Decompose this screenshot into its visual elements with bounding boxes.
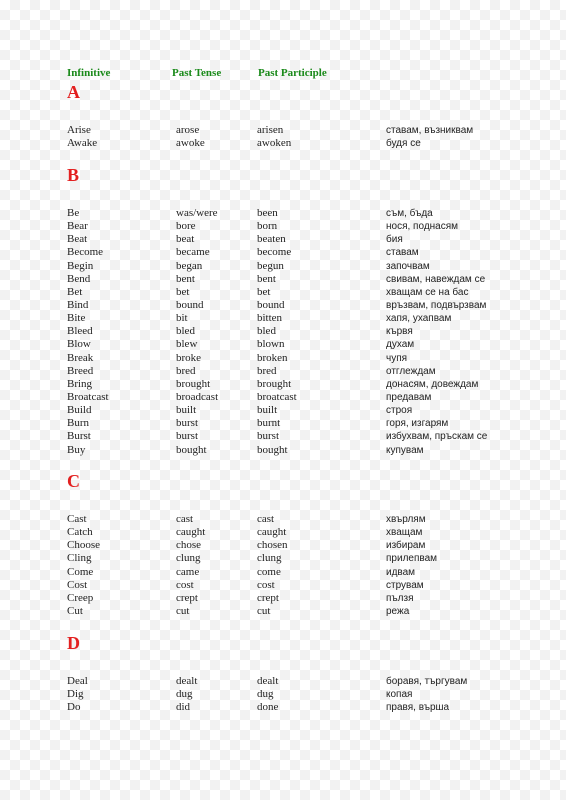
translation-cell: будя се bbox=[386, 138, 421, 150]
translation-cell: купувам bbox=[386, 444, 424, 456]
translation-cell: отглеждам bbox=[386, 365, 436, 377]
table-row bbox=[0, 688, 566, 701]
table-row bbox=[0, 365, 566, 378]
past-tense-cell: bet bbox=[176, 285, 190, 298]
past-participle-cell: blown bbox=[257, 338, 285, 351]
table-row bbox=[0, 246, 566, 259]
past-participle-cell: bled bbox=[257, 325, 276, 338]
translation-cell: ставам bbox=[386, 247, 419, 259]
table-row bbox=[0, 513, 566, 526]
translation-cell: ставам, възниквам bbox=[386, 125, 474, 136]
infinitive-cell: Broatcast bbox=[67, 390, 109, 403]
table-row bbox=[0, 592, 566, 605]
section-letter: D bbox=[67, 633, 80, 653]
past-tense-cell: began bbox=[176, 259, 203, 272]
past-participle-cell: born bbox=[257, 220, 278, 233]
infinitive-cell: Do bbox=[67, 701, 81, 714]
table-row bbox=[0, 352, 566, 365]
translation-cell: чупя bbox=[386, 352, 408, 364]
table-row bbox=[0, 539, 566, 552]
section-letter: C bbox=[67, 471, 80, 491]
past-participle-cell: bred bbox=[257, 364, 277, 377]
infinitive-cell: Blow bbox=[67, 338, 91, 351]
past-participle-cell: beaten bbox=[257, 233, 286, 246]
past-tense-cell: clung bbox=[176, 552, 201, 565]
past-tense-cell: bore bbox=[176, 220, 196, 233]
past-participle-cell: begun bbox=[257, 259, 284, 272]
past-tense-cell: awoke bbox=[176, 137, 205, 150]
past-participle-cell: bitten bbox=[257, 312, 283, 325]
infinitive-cell: Burn bbox=[67, 417, 89, 430]
past-participle-cell: cast bbox=[257, 513, 275, 525]
translation-cell: донасям, довеждам bbox=[386, 378, 479, 390]
translation-cell: предавам bbox=[386, 391, 432, 403]
table-row bbox=[0, 207, 566, 220]
section-rows bbox=[0, 124, 566, 150]
infinitive-cell: Cost bbox=[67, 578, 88, 591]
infinitive-cell: Arise bbox=[67, 124, 91, 136]
table-row bbox=[0, 220, 566, 233]
infinitive-cell: Bleed bbox=[67, 325, 93, 338]
past-tense-cell: bled bbox=[176, 325, 195, 338]
translation-cell: хващам се на бас bbox=[386, 286, 469, 298]
infinitive-cell: Bend bbox=[67, 272, 91, 285]
past-participle-cell: dug bbox=[257, 688, 274, 701]
table-row bbox=[0, 404, 566, 417]
infinitive-cell: Awake bbox=[67, 137, 98, 150]
table-row bbox=[0, 444, 566, 457]
infinitive-cell: Creep bbox=[67, 591, 94, 604]
past-tense-cell: broadcast bbox=[176, 390, 219, 403]
table-row bbox=[0, 378, 566, 391]
infinitive-cell: Catch bbox=[67, 526, 93, 539]
infinitive-cell: Cling bbox=[67, 552, 92, 565]
translation-cell: нося, поднасям bbox=[386, 221, 459, 233]
past-participle-cell: caught bbox=[257, 526, 287, 539]
past-participle-cell: clung bbox=[257, 552, 282, 565]
infinitive-cell: Dig bbox=[67, 688, 84, 701]
table-row bbox=[0, 137, 566, 150]
past-tense-cell: beat bbox=[176, 233, 195, 246]
infinitive-cell: Burst bbox=[67, 430, 91, 443]
translation-cell: избирам bbox=[386, 540, 426, 552]
past-participle-cell: become bbox=[257, 246, 292, 259]
past-participle-cell: brought bbox=[257, 377, 292, 390]
infinitive-cell: Come bbox=[67, 565, 94, 578]
table-row bbox=[0, 675, 566, 688]
infinitive-cell: Build bbox=[67, 404, 92, 417]
translation-cell: връзвам, подвързвам bbox=[386, 299, 487, 311]
past-participle-cell: been bbox=[257, 207, 278, 219]
table-row bbox=[0, 552, 566, 565]
past-tense-cell: built bbox=[176, 404, 197, 417]
translation-cell: избухвам, пръскам се bbox=[386, 431, 488, 443]
infinitive-cell: Bet bbox=[67, 285, 83, 298]
past-participle-cell: dealt bbox=[257, 675, 279, 687]
translation-cell: бия bbox=[386, 234, 403, 246]
table-row bbox=[0, 286, 566, 299]
infinitive-cell: Choose bbox=[67, 539, 100, 552]
section-rows bbox=[0, 675, 566, 714]
past-tense-cell: burst bbox=[176, 417, 198, 430]
infinitive-cell: Cast bbox=[67, 513, 87, 525]
past-participle-cell: chosen bbox=[257, 539, 288, 552]
past-tense-cell: crept bbox=[176, 591, 198, 604]
past-participle-cell: bent bbox=[257, 272, 276, 285]
infinitive-cell: Bear bbox=[67, 220, 88, 233]
table-row bbox=[0, 124, 566, 137]
table-row bbox=[0, 299, 566, 312]
infinitive-cell: Cut bbox=[67, 604, 83, 617]
translation-cell: режа bbox=[386, 605, 410, 617]
past-tense-cell: bought bbox=[176, 443, 207, 456]
translation-cell: хапя, ухапвам bbox=[386, 313, 452, 325]
infinitive-cell: Deal bbox=[67, 675, 88, 687]
table-row bbox=[0, 391, 566, 404]
past-participle-cell: done bbox=[257, 701, 279, 714]
past-tense-cell: was/were bbox=[176, 207, 218, 219]
table-row bbox=[0, 325, 566, 338]
past-tense-cell: blew bbox=[176, 338, 198, 351]
past-participle-cell: come bbox=[257, 565, 281, 578]
table-row bbox=[0, 430, 566, 443]
translation-cell: духам bbox=[386, 339, 415, 351]
past-participle-cell: bound bbox=[257, 298, 285, 311]
past-participle-cell: burnt bbox=[257, 417, 281, 430]
past-tense-cell: cost bbox=[176, 578, 194, 591]
translation-cell: правя, върша bbox=[386, 702, 450, 714]
table-row bbox=[0, 605, 566, 618]
translation-cell: боравя, търгувам bbox=[386, 676, 468, 687]
translation-cell: пълзя bbox=[386, 592, 414, 604]
infinitive-cell: Buy bbox=[67, 443, 86, 456]
past-tense-cell: did bbox=[176, 701, 191, 714]
past-participle-cell: arisen bbox=[257, 124, 284, 136]
header-infinitive: Infinitive bbox=[67, 67, 111, 79]
past-tense-cell: bit bbox=[176, 312, 188, 325]
translation-cell: струвам bbox=[386, 579, 424, 591]
table-row bbox=[0, 417, 566, 430]
past-tense-cell: bred bbox=[176, 364, 196, 377]
translation-cell: прилепвам bbox=[386, 553, 438, 565]
section-letter: A bbox=[67, 82, 80, 102]
infinitive-cell: Begin bbox=[67, 259, 94, 272]
translation-cell: хващам bbox=[386, 527, 423, 539]
past-tense-cell: caught bbox=[176, 526, 206, 539]
past-participle-cell: crept bbox=[257, 591, 279, 604]
translation-cell: кървя bbox=[386, 326, 413, 338]
translation-cell: хвърлям bbox=[386, 514, 426, 525]
past-tense-cell: bound bbox=[176, 298, 204, 311]
past-participle-cell: broatcast bbox=[257, 390, 297, 403]
translation-cell: идвам bbox=[386, 566, 416, 578]
infinitive-cell: Be bbox=[67, 207, 80, 219]
section-rows bbox=[0, 513, 566, 618]
past-participle-cell: burst bbox=[257, 430, 279, 443]
past-participle-cell: broken bbox=[257, 351, 288, 364]
past-tense-cell: chose bbox=[176, 539, 202, 552]
section-rows bbox=[0, 207, 566, 457]
header-past-participle: Past Participle bbox=[258, 67, 327, 79]
table-row bbox=[0, 566, 566, 579]
infinitive-cell: Bind bbox=[67, 298, 89, 311]
past-participle-cell: bought bbox=[257, 443, 288, 456]
past-tense-cell: dealt bbox=[176, 675, 198, 687]
past-tense-cell: came bbox=[176, 565, 200, 578]
translation-cell: свивам, навеждам се bbox=[386, 273, 486, 285]
table-row bbox=[0, 273, 566, 286]
past-tense-cell: broke bbox=[176, 351, 202, 364]
infinitive-cell: Bring bbox=[67, 377, 93, 390]
translation-cell: започвам bbox=[386, 260, 430, 272]
infinitive-cell: Become bbox=[67, 246, 104, 259]
table-row bbox=[0, 260, 566, 273]
past-tense-cell: cast bbox=[176, 513, 194, 525]
past-participle-cell: cost bbox=[257, 578, 275, 591]
past-participle-cell: cut bbox=[257, 604, 271, 617]
table-row bbox=[0, 338, 566, 351]
table-row bbox=[0, 579, 566, 592]
translation-cell: копая bbox=[386, 689, 413, 701]
translation-cell: съм, бъда bbox=[386, 208, 433, 219]
header-past-tense: Past Tense bbox=[172, 67, 222, 79]
section-letter: B bbox=[67, 165, 80, 185]
past-tense-cell: brought bbox=[176, 377, 211, 390]
past-tense-cell: arose bbox=[176, 124, 200, 136]
infinitive-cell: Breed bbox=[67, 364, 94, 377]
translation-cell: горя, изгарям bbox=[386, 418, 449, 430]
past-tense-cell: dug bbox=[176, 688, 193, 701]
past-tense-cell: became bbox=[176, 246, 210, 259]
past-tense-cell: burst bbox=[176, 430, 198, 443]
past-tense-cell: bent bbox=[176, 272, 195, 285]
past-participle-cell: bet bbox=[257, 285, 271, 298]
infinitive-cell: Beat bbox=[67, 233, 88, 246]
table-row bbox=[0, 312, 566, 325]
past-participle-cell: built bbox=[257, 404, 278, 417]
infinitive-cell: Bite bbox=[67, 312, 86, 325]
past-tense-cell: cut bbox=[176, 604, 190, 617]
table-row bbox=[0, 701, 566, 714]
past-participle-cell: awoken bbox=[257, 137, 292, 150]
table-row bbox=[0, 526, 566, 539]
infinitive-cell: Break bbox=[67, 351, 94, 364]
table-row bbox=[0, 233, 566, 246]
translation-cell: строя bbox=[386, 405, 413, 417]
